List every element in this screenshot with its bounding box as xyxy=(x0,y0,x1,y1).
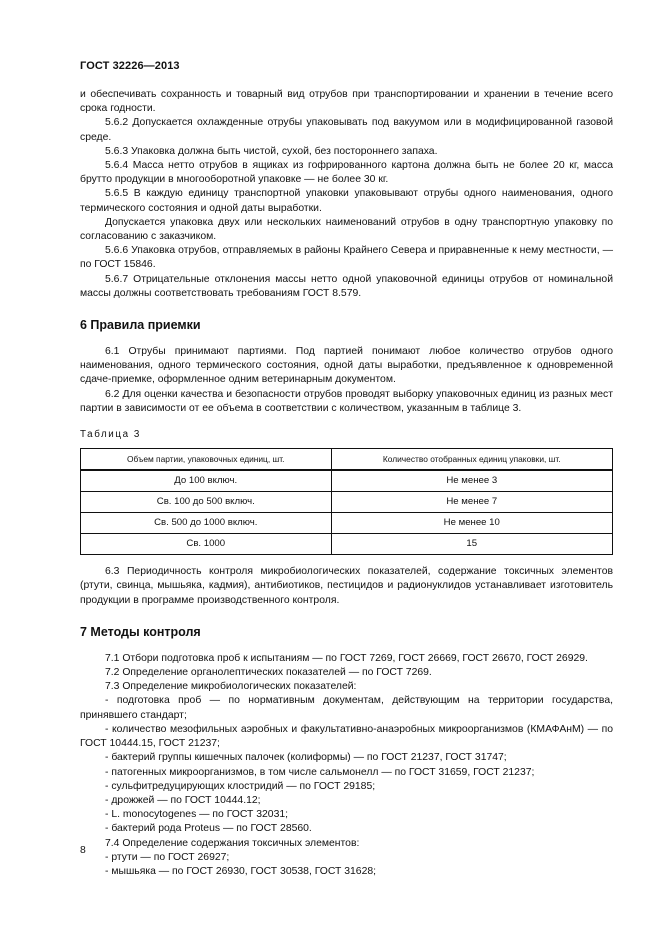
table-cell: Св. 1000 xyxy=(81,534,332,555)
paragraph: - количество мезофильных аэробных и факультативно-анаэробных микроорганизмов (КМАФАнМ) — по ГОСТ 10444.15, ГОСТ 21237; xyxy=(80,723,613,750)
paragraph-6-3: 6.3 Периодичность контроля микробиологических показателей, содержание токсичных элементов (ртути, свинца, мышьяка, кадмия), антибиотиков, пестицидов и радионуклидов устанавливает изготовитель продукции в программе производственного контроля. xyxy=(80,566,613,606)
paragraph: и обеспечивать сохранность и товарный вид отрубов при транспортировании и хранении в течение всего срока годности. xyxy=(80,89,613,115)
table-row xyxy=(81,513,613,534)
paragraph: - бактерий рода Proteus — по ГОСТ 28560. xyxy=(105,823,312,835)
paragraph: 5.6.3 Упаковка должна быть чистой, сухой, без постороннего запаха. xyxy=(105,145,438,157)
paragraph: 5.6.4 Масса нетто отрубов в ящиках из гофрированного картона должна быть не более 20 кг, масса брутто продукции в многооборотной упаковке — не более 30 кг. xyxy=(80,160,613,186)
table-header-cell: Количество отобранных единиц упаковки, шт. xyxy=(331,449,612,471)
paragraph: 7.3 Определение микробиологических показателей: xyxy=(105,681,357,693)
table-row xyxy=(81,492,613,513)
table-header-row xyxy=(81,449,613,471)
section-6-heading: 6 Правила приемки xyxy=(80,318,201,333)
paragraph: - мышьяка — по ГОСТ 26930, ГОСТ 30538, ГОСТ 31628; xyxy=(105,865,377,877)
table-header-cell: Объем партии, упаковочных единиц, шт. xyxy=(81,449,332,471)
paragraph: Допускается упаковка двух или нескольких наименований отрубов в одну транспортную упаковку по согласованию с заказчиком. xyxy=(80,216,613,243)
table-cell: До 100 включ. xyxy=(81,470,332,492)
page-header-title: ГОСТ 32226—2013 xyxy=(80,60,180,72)
table-cell: Св. 500 до 1000 включ. xyxy=(81,513,332,534)
paragraph: - ртути — по ГОСТ 26927; xyxy=(105,851,230,863)
section-5-tail xyxy=(80,88,613,301)
section-6-body xyxy=(80,345,613,416)
table-caption: Таблица 3 xyxy=(80,429,141,441)
paragraph: 5.6.5 В каждую единицу транспортной упаковки упаковывают отрубы одного наименования, одного термического состояния и одной даты выработки. xyxy=(80,188,613,214)
section-7-body xyxy=(80,652,613,879)
paragraph: 6.2 Для оценки качества и безопасности отрубов проводят выборку упаковочных единиц из разных мест партии в зависимости от ее объема в соответствии с количеством, указанным в таблице 3. xyxy=(80,388,613,414)
paragraph: - L. monocytogenes — по ГОСТ 32031; xyxy=(105,809,289,821)
page-number: 8 xyxy=(80,845,86,856)
paragraph: 7.4 Определение содержания токсичных элементов: xyxy=(105,837,360,849)
table-cell: 15 xyxy=(331,534,612,555)
paragraph: 7.1 Отбори подготовка проб к испытаниям — по ГОСТ 7269, ГОСТ 26669, ГОСТ 26670, ГОСТ 26929. xyxy=(105,652,588,664)
table-3 xyxy=(80,448,613,555)
paragraph: 5.6.6 Упаковка отрубов, отправляемых в районы Крайнего Севера и приравненные к нему местности, — по ГОСТ 15846. xyxy=(80,245,613,271)
paragraph: 7.2 Определение органолептических показателей — по ГОСТ 7269. xyxy=(105,667,432,679)
table-cell: Не менее 3 xyxy=(331,470,612,492)
paragraph: - подготовка проб — по нормативным документам, действующим на территории государства, принявшего стандарт; xyxy=(80,695,613,721)
paragraph: 5.6.2 Допускается охлажденные отрубы упаковывать под вакуумом или в модифицированной газовой среде. xyxy=(80,117,613,143)
paragraph: 5.6.7 Отрицательные отклонения массы нетто одной упаковочной единицы отрубов от номинальной массы должны соответствовать требованиям ГОСТ 8.579. xyxy=(80,273,613,299)
paragraph: - сульфитредуцирующих клостридий — по ГОСТ 29185; xyxy=(105,780,376,792)
page-content xyxy=(80,88,613,879)
table-row xyxy=(81,534,613,555)
section-7-heading: 7 Методы контроля xyxy=(80,624,201,639)
table-cell: Св. 100 до 500 включ. xyxy=(81,492,332,513)
table-row xyxy=(81,470,613,492)
table-cell: Не менее 10 xyxy=(331,513,612,534)
paragraph: - дрожжей — по ГОСТ 10444.12; xyxy=(105,794,261,806)
paragraph: - бактерий группы кишечных палочек (колиформы) — по ГОСТ 21237, ГОСТ 31747; xyxy=(105,752,507,764)
paragraph: - патогенных микроорганизмов, в том числе сальмонелл — по ГОСТ 31659, ГОСТ 21237; xyxy=(105,766,535,778)
table-cell: Не менее 7 xyxy=(331,492,612,513)
paragraph: 6.1 Отрубы принимают партиями. Под партией понимают любое количество отрубов одного наименования, одного термического состояния, одной даты выработки, предъявленное к одновременной сдаче-приемке, оформленное одним ветеринарным документом. xyxy=(80,346,613,386)
